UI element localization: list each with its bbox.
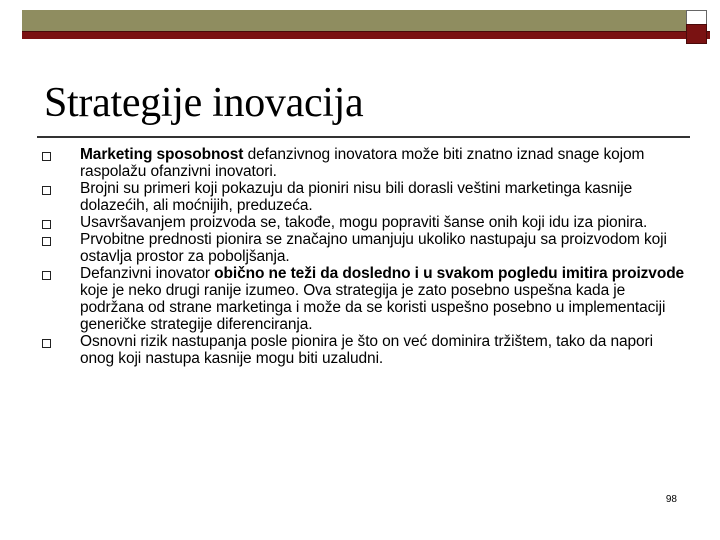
bullet-item <box>42 146 690 180</box>
bullet-bold-run: obično ne teži da dosledno i u svakom pogledu imitira proizvode <box>214 265 685 282</box>
bullet-text-run: defanzivnog inovatora može biti znatno iznad snage kojom raspolažu ofanzivni inovatori. <box>80 146 645 180</box>
bullet-item <box>42 180 690 214</box>
bullet-text <box>80 214 647 231</box>
bullet-text <box>80 265 690 333</box>
square-bullet-icon <box>42 271 51 280</box>
bullet-list <box>42 146 690 367</box>
bullet-text-run: Brojni su primeri koji pokazuju da pioniri nisu bili dorasli veštini marketinga kasnije dolazećih, ali moćnijih, preduzeća. <box>80 180 633 214</box>
square-bullet-icon <box>42 339 51 348</box>
bullet-item <box>42 214 690 231</box>
bullet-text-run: koje je neko drugi ranije izumeo. Ova strategija je zato posebno uspešna kada je podržana od strane marketinga i može da se koristi uspešno posebno u implementaciji generičke strategije diferenciranja. <box>80 282 666 333</box>
bullet-text <box>80 231 690 265</box>
bullet-text <box>80 180 690 214</box>
bullet-text-run: Prvobitne prednosti pionira se značajno umanjuju ukoliko nastupaju sa proizvodom koji ostavlja prostor za poboljšanja. <box>80 231 667 265</box>
square-bullet-icon <box>42 186 51 195</box>
header-maroon-band <box>22 31 710 39</box>
bullet-bold-run: Marketing sposobnost <box>80 146 244 163</box>
square-bullet-icon <box>42 237 51 246</box>
bullet-item <box>42 265 690 333</box>
header-olive-band <box>22 10 686 31</box>
bullet-item <box>42 333 690 367</box>
bullet-text-run: Osnovni rizik nastupanja posle pionira je što on već dominira tržištem, tako da napori onog koji nastupa kasnije mogu biti uzaludni. <box>80 333 653 367</box>
square-bullet-icon <box>42 220 51 229</box>
square-bullet-icon <box>42 152 51 161</box>
slide-title: Strategije inovacija <box>44 80 364 126</box>
bullet-text-run: Usavršavanjem proizvoda se, takođe, mogu popraviti šanse onih koji idu iza pionira. <box>80 214 648 231</box>
header-decoration <box>22 10 710 39</box>
title-divider <box>37 136 690 138</box>
bullet-text <box>80 146 690 180</box>
page-number: 98 <box>665 494 677 505</box>
bullet-text-run: Defanzivni inovator <box>80 265 215 282</box>
header-maroon-square <box>686 24 707 44</box>
bullet-text <box>80 333 690 367</box>
bullet-item <box>42 231 690 265</box>
